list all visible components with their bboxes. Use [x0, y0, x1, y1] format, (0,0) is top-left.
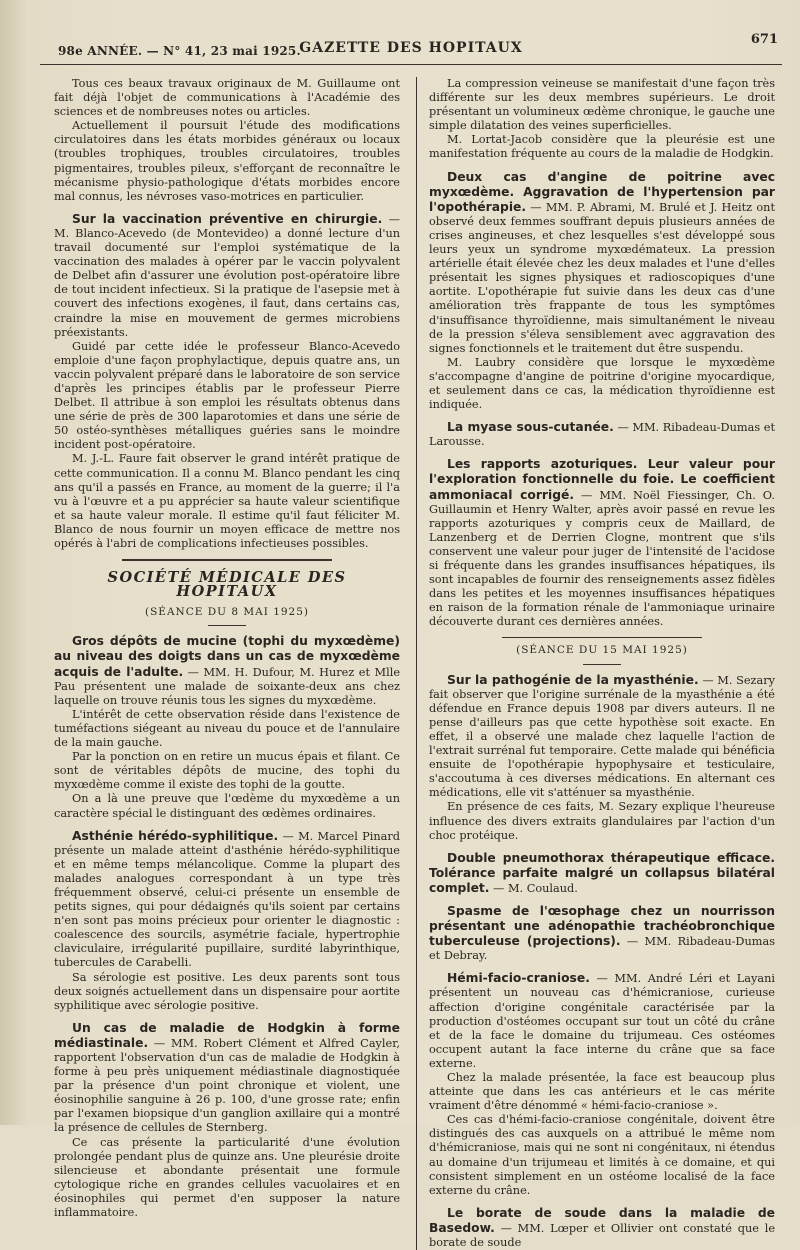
session-date: (SÉANCE DU 15 MAI 1925) [516, 644, 688, 657]
article-heading: Sur la pathogénie de la myasthénie. [447, 672, 699, 687]
page-header [40, 30, 782, 65]
article-heading: Deux cas d'angine de poitrine avec myxœdème. Aggravation de l'hypertension par l'opothérapie. [429, 169, 775, 214]
article-hodgkin [54, 1021, 400, 1136]
article-body: — MM. Ribadeau-Dumas et Larousse. [429, 421, 775, 449]
article-body: — M. Sezary fait observer que l'origine surrénale de la myasthénie a été défendue en France depuis 1908 par divers auteurs. Il ne pense d'ailleurs pas que cette hypothèse soit exacte. En effet, il a observé une malade chez laquelle l'action de l'extrait surrénal fut temporaire. Cette malade qui bénéficia ensuite de l'opothérapie hypophysaire et testiculaire, s'accoutuma à ces diverses médications. En alternant ces médications, elle vit s'atténuer sa myasthénie. [429, 673, 775, 800]
paragraph: Tous ces beaux travaux originaux de M. Guillaume ont fait déjà l'objet de communications à l'Académie des sciences et de nombreuses notes ou articles. [54, 77, 400, 119]
article-body: — M. Blanco-Acevedo (de Montevideo) a donné lecture d'un travail documenté sur l'emploi systématique de la vaccination des malades à opérer par le vaccin polyvalent de Delbet afin d'assurer une évolution post-opératoire libre de tout incident infectieux. Si la pratique de l'asepsie met à couvert des infections exogènes, il faut, dans certains cas, craindre la mise en mouvement de germes microbiens préexistants. [54, 212, 400, 339]
article-heading: Sur la vaccination préventive en chirurgie. [72, 211, 383, 226]
paragraph: Ce cas présente la particularité d'une évolution prolongée pendant plus de quinze ans. Une pleurésie droite silencieuse et abondante présentait une formule cytologique riche en grandes cellules vacuolaires et en éosinophiles qui permet d'en supposer la nature inflammatoire. [54, 1135, 400, 1220]
article-body: — MM. P. Abrami, M. Brulé et J. Heitz ont observé deux femmes souffrant depuis plusieurs années de crises angineuses, et chez lesquelles s'est développé sous leurs yeux un syndrome myxœdémateux. La pression artérielle était élevée chez les deux malades et l'une d'elles présentait les signes physiques et radioscopiques d'une aortite. L'opothérapie fut suivie dans les deux cas d'une amélioration très frappante de tous les symptômes d'insuffisance thyroïdienne, mais simultanément le niveau de la pression s'éleva sensiblement avec aggravation des signes fonctionnels et le traitement dut être suspendu. [429, 200, 775, 355]
article-vaccination [54, 212, 400, 340]
paragraph: M. Lortat-Jacob considère que la pleurésie est une manifestation fréquente au cours de la maladie de Hodgkin. [429, 133, 775, 161]
paragraph: L'intérêt de cette observation réside dans l'existence de tuméfactions siégeant au niveau du pouce et de l'annulaire de la main gauche. [54, 707, 400, 750]
article-heading: Les rapports azoturiques. Leur valeur pour l'exploration fonctionnelle du foie. Le coefficient ammoniacal corrigé. [429, 457, 775, 502]
article-oesophage [429, 904, 775, 963]
article-body: — MM. Robert Clément et Alfred Cayler, rapportent l'observation d'un cas de maladie de Hodgkin à forme à peu près uniquement médiastinale diagnostiquée par la présence d'un point chronique et violent, une éosinophilie sanguine à 26 p. 100, d'une grosse rate; enfin par l'examen biopsique d'un ganglion axillaire qui a montré la présence de cellules de Sternberg. [54, 1036, 400, 1135]
journal-title: GAZETTE DES HOPITAUX [299, 40, 523, 56]
article-asthenie [54, 829, 400, 971]
article-body: — MM. Ribadeau-Dumas et Debray. [429, 935, 775, 963]
article-pneumothorax [429, 851, 775, 896]
left-column [54, 77, 400, 1250]
article-heading: Double pneumothorax thérapeutique efficace. Tolérance parfaite malgré un collapsus bilatéral complet. [429, 850, 775, 895]
session-date: (SÉANCE DU 8 MAI 1925) [144, 606, 310, 619]
section-rule [122, 559, 332, 561]
article-body: — M. Marcel Pinard présente un malade atteint d'asthénie hérédo-syphilitique et en même temps mélancolique. Comme la plupart des malades analogues correspondant à un type très fréquemment observé, celui-ci présente un ensemble de petits signes, qui pour dédaignés qu'ils soient par certains n'en sont pas moins précieux pour orienter le diagnostic : coalescence des sourcils, asymétrie faciale, hypertrophie claviculaire, irrégularité pupillaire, surdité labyrinthique, tubercules de Carabelli. [54, 829, 401, 970]
article-heading: Un cas de maladie de Hodgkin à forme médiastinale. [54, 1020, 400, 1050]
article-body: — MM. André Léri et Layani présentent un nouveau cas d'hémicraniose, curieuse affection d'origine congénitale caractérisée par la production d'ostéomes occupant sur tout un côté du crâne et de la face le domaine du trijumeau. Ces ostéomes occupent autant la face interne du crâne que sa face externe. [429, 972, 775, 1070]
article-body: — M. Coulaud. [489, 881, 578, 895]
paragraph: Sa sérologie est positive. Les deux parents sont tous deux soignés actuellement dans un dispensaire pour aortite syphilitique avec sérologie positive. [54, 970, 400, 1012]
article-heading: Hémi-facio-craniose. [447, 971, 590, 986]
article-heading: Le borate de soude dans la maladie de Basedow. [429, 1205, 775, 1235]
society-title: SOCIÉTÉ MÉDICALE DES HOPITAUX [107, 569, 347, 601]
article-body: — MM. Noël Fiessinger, Ch. O. Guillaumin et Henry Walter, après avoir passé en revue les rapports azoturiques y compris ceux de Maillard, de Lanzenberg et de Derrien Clogne, montrent que s'ils conservent une valeur pour juger de l'intensité de l'acidose si fréquente dans les grandes insuffisances hépatiques, ils sont incapables de fournir des renseignements assez fidèles dans les petites et les moyennes insuffisances hépatiques en raison de la formation rénale de l'ammoniaque urinaire découverte durant ces dernières années. [429, 488, 775, 629]
paragraph: Actuellement il poursuit l'étude des modifications circulatoires dans les états morbides généraux ou locaux (troubles trophiques, troubles circulatoires, troubles pigmentaires, troubles pileux, s'efforçant de reconnaître le mécanisme physio-pathologique d'états morbides encore mal connus, les névroses vaso-motrices en particulier. [54, 119, 400, 203]
article-heading: Spasme de l'œsophage chez un nourrisson présentant une adénopathie trachéobronchique tuberculeuse (projections). [429, 903, 775, 949]
paragraph: La compression veineuse se manifestait d'une façon très différente sur les deux membres supérieurs. Le droit présentant un volumineux œdème chronique, le gauche une simple dilatation des veines superficielles. [429, 77, 775, 133]
issue-line: 98e ANNÉE. — N° 41, 23 mai 1925. [58, 44, 301, 58]
article-heading: Asthénie hérédo-syphilitique. [72, 828, 279, 843]
column-divider [416, 77, 417, 1250]
paragraph: Guidé par cette idée le professeur Blanco-Acevedo emploie d'une façon prophylactique, depuis quatre ans, un vaccin polyvalent préparé dans le laboratoire de son service d'après les principes établis par le professeur Pierre Delbet. Il attribue à son emploi les résultats obtenus dans une série de près de 300 laparotomies et dans une série de 50 ostéo-synthèses métalliques guéries sans le moindre incident post-opératoire. [54, 339, 400, 452]
article-myasthenie [429, 673, 775, 801]
paragraph: En présence de ces faits, M. Sezary explique l'heureuse influence des divers extraits glandulaires par l'action d'un choc protéique. [429, 800, 775, 842]
article-heading: Gros dépôts de mucine (tophi du myxœdème) au niveau des doigts dans un cas de myxœdème acquis de l'adulte. [54, 634, 400, 679]
paragraph: M. J.-L. Faure fait observer le grand intérêt pratique de cette communication. Il a connu M. Blanco pendant les cinq ans qu'il a passés en France, au moment de la guerre; il l'a vu à l'œuvre et a pu apprécier sa haute valeur scientifique et sa haute valeur morale. Il estime qu'il faut féliciter M. Blanco de nous fournir un moyen efficace de mettre nos opérés à l'abri de complications infectieuses possibles. [54, 452, 400, 550]
paragraph: Chez la malade présentée, la face est beaucoup plus atteinte que dans les cas antérieurs et le cas mérite vraiment d'être dénommé « hémi-facio-craniose ». [429, 1071, 775, 1113]
article-mucine [54, 634, 400, 707]
article-body: — MM. Lœper et Ollivier ont constaté que le borate de soude [429, 1221, 775, 1250]
article-hemifacio [429, 971, 775, 1071]
paragraph: Ces cas d'hémi-facio-craniose congénitale, doivent être distingués des cas auxquels on a attribué le même nom d'hémicraniose, mais qui ne sont ni congénitaux, ni étendus au domaine d'un trijumeau et limités à ce domaine, et qui consistent simplement en un ostéome localisé de la face externe du crâne. [429, 1113, 775, 1197]
article-heading: La myase sous-cutanée. [447, 420, 614, 435]
article-azoturiques [429, 457, 775, 629]
article-myase [429, 420, 775, 449]
paragraph: On a là une preuve que l'œdème du myxœdème a un caractère spécial le distinguant des œdèmes ordinaires. [54, 792, 400, 820]
right-column [429, 77, 775, 1250]
paragraph: Par la ponction on en retire un mucus épais et filant. Ce sont de véritables dépôts de mucine, des tophi du myxœdème comme il existe des tophi de la goutte. [54, 750, 400, 792]
article-body: — MM. H. Dufour, M. Hurez et Mlle Pau présentent une malade de soixante-deux ans chez laquelle on trouve réunis tous les signes du myxœdème. [54, 665, 401, 707]
paragraph: M. Laubry considère que lorsque le myxœdème s'accompagne d'angine de poitrine d'origine myocardique, et seulement dans ce cas, la médication thyroïdienne est indiquée. [429, 355, 775, 412]
article-basedow [429, 1206, 775, 1250]
article-angine [429, 170, 775, 356]
page-number: 671 [750, 32, 778, 47]
columns [40, 77, 782, 1250]
